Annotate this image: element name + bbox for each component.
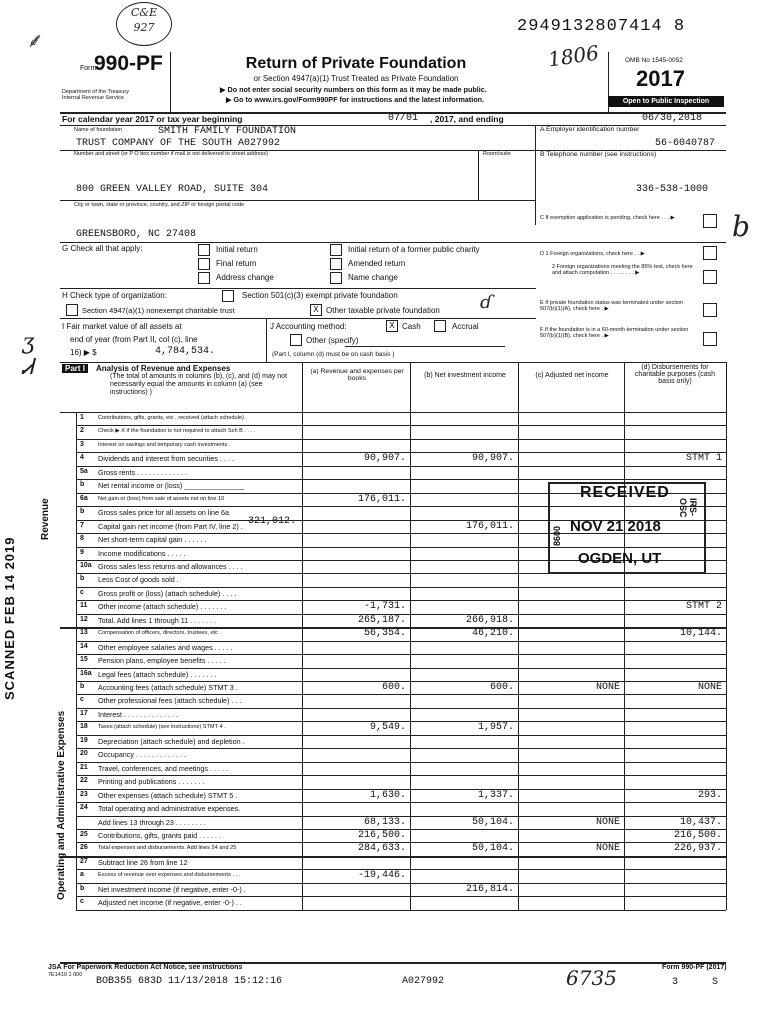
- terminated-status-label: E If private foundation status was terminated under section 507(b)(1)(A), check here . ▶: [540, 300, 684, 312]
- page-number: 3: [672, 977, 679, 988]
- paperwork-notice: JSA For Paperwork Reduction Act Notice, see instructions: [48, 964, 243, 971]
- scanned-stamp: SCANNED FEB 14 2019: [2, 536, 17, 700]
- ein-value[interactable]: 56-6040787: [655, 138, 716, 149]
- fmv-label-3: 16) ▶ $: [70, 348, 97, 357]
- row-label: Net short-term capital gain . . . . . .: [98, 535, 207, 545]
- row-label: Accounting fees (attach schedule) STMT 3 .: [98, 683, 238, 692]
- cell-col-b[interactable]: 1,957.: [477, 722, 514, 734]
- row-label: Add lines 13 through 23 . . . . . . . .: [98, 817, 206, 827]
- former-public-charity-checkbox[interactable]: [330, 244, 342, 256]
- handwritten-6735: 6735: [566, 966, 617, 990]
- row-label: Net gain or (loss) from sale of assets not on line 10: [98, 495, 225, 502]
- row-number: 22: [80, 777, 88, 785]
- 501c3-label: Section 501(c)(3) exempt private foundation: [242, 291, 398, 300]
- cash-checkbox[interactable]: X: [386, 320, 398, 332]
- row-number: c: [80, 898, 84, 906]
- cell-col-a[interactable]: -19,446.: [357, 870, 406, 882]
- row-label: Other expenses (attach schedule) STMT 5 .: [98, 790, 238, 800]
- 60-month-label: F If the foundation is in a 60-month termination under section 507(b)(1)(B), check here . ▶: [540, 327, 689, 339]
- row-label: Other income (attach schedule) . . . . . . .: [98, 602, 227, 612]
- form-title: Return of Private Foundation: [245, 55, 467, 72]
- cell-col-b[interactable]: 600.: [489, 682, 514, 693]
- amended-return-checkbox[interactable]: [330, 258, 342, 270]
- tax-year-end[interactable]: 06/30,2018: [642, 113, 703, 124]
- address-change-checkbox[interactable]: [198, 272, 210, 284]
- handwritten-b: b: [732, 210, 750, 243]
- cell-col-a[interactable]: 90,907.: [363, 453, 406, 465]
- phone-number[interactable]: 336-538-1000: [636, 184, 709, 195]
- row-label: Other employee salaries and wages . . . . .: [98, 642, 233, 652]
- handwritten-margin-mark: ʒ Ꮧ: [22, 330, 35, 380]
- row-number: 27: [80, 857, 88, 865]
- form-label: Form: [80, 65, 97, 72]
- cash-label: Cash: [402, 322, 421, 331]
- cell-col-c[interactable]: NONE: [595, 816, 620, 828]
- cell-col-d[interactable]: NONE: [697, 682, 722, 693]
- 4947-label: Section 4947(a)(1) nonexempt charitable trust: [82, 306, 235, 315]
- batch-line: BOB355 683D 11/13/2018 15:12:16: [96, 976, 283, 987]
- row-number: c: [80, 588, 84, 596]
- tax-year-ending-label: , 2017, and ending: [430, 114, 504, 124]
- row-number: c: [80, 696, 84, 704]
- cell-col-d[interactable]: STMT 1: [685, 453, 722, 465]
- cell-col-a[interactable]: 216,500.: [357, 829, 406, 841]
- page-suffix: S: [712, 977, 719, 988]
- row-number: 1: [80, 414, 84, 421]
- row-label: Less Cost of goods sold .: [98, 575, 179, 585]
- final-return-label: Final return: [216, 259, 257, 268]
- barcode-number: 2949132807414 8: [517, 17, 686, 36]
- row-label: Compensation of officers, directors, trustees, etc .: [98, 630, 222, 637]
- row-label: Printing and publications . . . . . . .: [98, 777, 205, 787]
- accrual-label: Accrual: [452, 322, 479, 331]
- initial-return-label: Initial return: [216, 245, 258, 254]
- row-label: Gross profit or (loss) (attach schedule) . . . .: [98, 588, 237, 598]
- row-number: b: [80, 575, 85, 583]
- row-label: Dividends and interest from securities . . . .: [98, 454, 234, 464]
- fmv-label-2: end of year (from Part II, col (c), line: [70, 335, 198, 344]
- row-number: 14: [80, 642, 88, 650]
- foundation-name-line2[interactable]: TRUST COMPANY OF THE SOUTH A027992: [76, 138, 281, 149]
- terminated-status-checkbox[interactable]: [703, 303, 717, 317]
- cell-col-a[interactable]: 600.: [381, 682, 406, 693]
- other-taxable-label: Other taxable private foundation: [326, 306, 440, 315]
- row-label: Gross sales less returns and allowances . . . .: [98, 561, 243, 571]
- city-state-zip[interactable]: GREENSBORO, NC 27408: [76, 229, 197, 240]
- cell-col-a[interactable]: 56,354.: [363, 628, 406, 640]
- initial-return-checkbox[interactable]: [198, 244, 210, 256]
- cell-col-a[interactable]: -1,731.: [363, 601, 406, 613]
- row-label: Total expenses and disbursements. Add lines 24 and 25: [98, 845, 237, 852]
- row-label: Net rental income or (loss) _______________: [98, 481, 245, 491]
- jsa-code: 7E1410 1 000: [48, 972, 83, 978]
- cell-col-c[interactable]: NONE: [595, 843, 620, 855]
- col-c-header: (c) Adjusted net income: [535, 372, 609, 379]
- row-label: Occupancy . . . . . . . . . . . . .: [98, 750, 186, 760]
- row-number: 21: [80, 763, 88, 771]
- name-of-foundation-label: Name of foundation: [74, 127, 123, 133]
- part1-tag: Part I: [62, 364, 88, 373]
- row-number: 5a: [80, 467, 88, 475]
- row-number: 24: [80, 804, 88, 812]
- row-number: 8: [80, 535, 84, 543]
- department: Department of the Treasury Internal Revenue Service: [62, 89, 129, 101]
- form-subtitle: or Section 4947(a)(1) Trust Treated as Private Foundation: [253, 74, 459, 83]
- row-label: Income modifications . . . . .: [98, 548, 186, 558]
- form-name: 990-PF: [94, 52, 163, 75]
- received-code-right: IRS-OSC: [678, 498, 698, 518]
- row-number: 25: [80, 830, 88, 838]
- cell-col-a[interactable]: 1,630.: [369, 789, 406, 801]
- footer-id: A027992: [402, 976, 445, 987]
- cell-col-b[interactable]: 1,337.: [477, 789, 514, 801]
- col-d-header: (d) Disbursements for charitable purposes (cash basis only): [634, 364, 716, 385]
- row-number: 26: [80, 844, 88, 852]
- part1-title: Analysis of Revenue and Expenses: [96, 364, 231, 373]
- row-number: 17: [80, 709, 88, 717]
- row-number: 15: [80, 656, 88, 664]
- omb-number: OMB No 1545-0052: [625, 57, 683, 64]
- final-return-checkbox[interactable]: [198, 258, 210, 270]
- cell-col-a[interactable]: 284,633.: [357, 843, 406, 855]
- row-number: 19: [80, 736, 88, 744]
- cell-col-a[interactable]: 176,011.: [357, 493, 406, 505]
- 501c3-checkbox[interactable]: [222, 290, 234, 302]
- cell-col-a[interactable]: 68,133.: [363, 816, 406, 828]
- row-label: Pension plans, employee benefits . . . . .: [98, 656, 226, 666]
- row-number: 13: [80, 629, 88, 637]
- revenue-side-label: Revenue: [40, 498, 51, 540]
- street-label: Number and street (or P O box number if mail is not delivered to street address): [74, 151, 269, 157]
- row-label: Interest on savings and temporary cash investments .: [98, 441, 231, 448]
- row-number: 2: [80, 427, 84, 435]
- row-label: Excess of revenue over expenses and disbursements . . .: [98, 872, 241, 879]
- ein-label: A Employer identification number: [540, 126, 640, 133]
- row-number: b: [80, 481, 85, 489]
- org-type-label: H Check type of organization:: [62, 291, 167, 300]
- cell-col-d[interactable]: 293.: [697, 789, 722, 801]
- cell-col-a[interactable]: 265,187.: [357, 614, 406, 626]
- row-label: Gross rents . . . . . . . . . . . . .: [98, 467, 188, 477]
- foundation-name[interactable]: SMITH FAMILY FOUNDATION: [158, 126, 297, 137]
- part1-note: (The total of amounts in columns (b), (c), and (d) may not necessarily equal the amounts in column (a) (see instructions) ): [110, 373, 288, 396]
- name-change-label: Name change: [348, 273, 398, 282]
- row-label: Net investment income (if negative, enter -0-) .: [98, 884, 246, 894]
- row-label: Gross sales price for all assets on line 6a: [98, 508, 230, 518]
- cell-col-d[interactable]: 10,437.: [679, 816, 722, 828]
- received-location: OGDEN, UT: [578, 550, 662, 567]
- form-footer-label: Form 990-PF (2017): [662, 964, 727, 971]
- tax-year: 2017: [636, 66, 685, 91]
- check-all-label: G Check all that apply:: [62, 244, 143, 253]
- row-label: Total. Add lines 1 through 11 . . . . . . .: [98, 615, 217, 625]
- cell-col-c[interactable]: NONE: [595, 682, 620, 693]
- received-code-left: 8600: [552, 525, 562, 546]
- received-stamp: [548, 482, 706, 574]
- former-public-charity-label: Initial return of a former public charity: [348, 245, 480, 254]
- cell-col-b[interactable]: 90,907.: [471, 453, 514, 465]
- row-label: Legal fees (attach schedule) . . . . . . .: [98, 669, 217, 679]
- instructions-notice: ▶ Go to www.irs.gov/Form990PF for instructions and the latest information.: [226, 95, 485, 104]
- row-label: Contributions, gifts, grants, etc , received (attach schedule) .: [98, 415, 247, 421]
- row-number: 10a: [80, 561, 92, 569]
- phone-label: B Telephone number (see instructions): [540, 151, 657, 158]
- cell-col-a[interactable]: 9,549.: [369, 722, 406, 734]
- row-label: Subtract line 26 from line 12: [98, 857, 188, 867]
- scribble-mark: ⸙: [26, 28, 41, 52]
- row-number: 11: [80, 602, 88, 610]
- city-label: City or town, state or province, country, and ZIP or foreign postal code: [74, 202, 245, 208]
- row-label: Total operating and administrative expenses.: [98, 804, 241, 814]
- foreign-85-label: 2 Foreign organizations meeting the 85% test, check here and attach computation . . . . . . . . ▶: [552, 264, 693, 276]
- row-number: 20: [80, 750, 88, 758]
- other-taxable-checkbox[interactable]: X: [310, 304, 322, 316]
- name-change-checkbox[interactable]: [330, 272, 342, 284]
- row-label: Depreciation (attach schedule) and depletion .: [98, 736, 245, 746]
- foreign-org-label: D 1 Foreign organizations, check here . . ▶: [540, 251, 645, 257]
- ssn-notice: ▶ Do not enter social security numbers on this form as it may be made public.: [220, 85, 487, 94]
- circle-stamp: C&E 927: [116, 2, 172, 46]
- received-date: NOV 21 2018: [570, 518, 661, 535]
- row-number: b: [80, 683, 85, 690]
- amended-return-label: Amended return: [348, 259, 406, 268]
- exemption-pending-checkbox[interactable]: [703, 214, 717, 228]
- cell-col-b[interactable]: 176,011.: [465, 520, 514, 532]
- row-number: 12: [80, 615, 88, 623]
- row-label: Taxes (attach schedule) (see instructions) STMT 4 .: [98, 724, 226, 731]
- gross-sales-value[interactable]: 321,012.: [247, 516, 296, 527]
- handwritten-initials: ɗ: [480, 292, 493, 313]
- row-number: a: [80, 871, 84, 879]
- cell-col-b[interactable]: 50,104.: [471, 843, 514, 855]
- cell-col-b[interactable]: 50,104.: [471, 816, 514, 828]
- col-b-header: (b) Net investment income: [424, 372, 506, 379]
- row-number: b: [80, 884, 85, 892]
- street-address[interactable]: 800 GREEN VALLEY ROAD, SUITE 304: [76, 184, 269, 195]
- address-change-label: Address change: [216, 273, 274, 282]
- row-label: Interest . . . . . . . . . . . . . .: [98, 709, 178, 719]
- row-number: 23: [80, 790, 88, 798]
- row-number: 18: [80, 723, 88, 731]
- 4947-checkbox[interactable]: [66, 304, 78, 316]
- cell-col-d[interactable]: 216,500.: [673, 829, 722, 841]
- foreign-org-checkbox[interactable]: [703, 246, 717, 260]
- fmv-label-1: I Fair market value of all assets at: [62, 322, 182, 331]
- cash-basis-note: (Part I, column (d) must be on cash basis ): [272, 351, 395, 358]
- received-text: RECEIVED: [580, 484, 670, 501]
- 60-month-checkbox[interactable]: [703, 332, 717, 346]
- cell-col-d[interactable]: 10,144.: [679, 628, 722, 640]
- open-to-public-badge: Open to Public Inspection: [608, 96, 724, 107]
- exemption-pending-label: C If exemption application is pending, check here . . . ▶: [540, 215, 675, 221]
- row-label: Check ▶ X if the foundation is not required to attach Sch B . . . .: [98, 428, 256, 435]
- foreign-85-checkbox[interactable]: [703, 270, 717, 284]
- cell-col-b[interactable]: 46,210.: [471, 628, 514, 640]
- row-label: Adjusted net income (if negative, enter -0-) . .: [98, 898, 242, 908]
- row-number: 4: [80, 454, 84, 462]
- cell-col-d[interactable]: STMT 2: [685, 601, 722, 613]
- row-number: b: [80, 508, 85, 516]
- row-label: Travel, conferences, and meetings . . . . .: [98, 763, 228, 773]
- row-number: 7: [80, 521, 84, 529]
- accounting-method-label: J Accounting method:: [270, 322, 347, 331]
- row-number: 6a: [80, 494, 88, 502]
- row-number: 9: [80, 548, 84, 556]
- expenses-side-label: Operating and Administrative Expenses: [56, 710, 67, 900]
- row-label: Capital gain net income (from Part IV, line 2) .: [98, 521, 243, 531]
- tax-year-begin[interactable]: 07/01: [388, 113, 419, 124]
- row-label: Contributions, gifts, grants paid . . . . . .: [98, 830, 222, 840]
- cell-col-b[interactable]: 266,918.: [465, 614, 514, 626]
- handwritten-1806: 1806: [546, 40, 601, 72]
- col-a-header: (a) Revenue and expenses per books: [310, 368, 404, 382]
- row-number: 16a: [80, 669, 92, 677]
- other-method-checkbox[interactable]: [290, 334, 302, 346]
- fmv-value[interactable]: 4,784,534.: [155, 346, 216, 357]
- room-suite-label: Room/suite: [483, 151, 511, 157]
- cell-col-b[interactable]: 216,814.: [465, 883, 514, 895]
- calendar-year-label: For calendar year 2017 or tax year beginning: [62, 114, 243, 124]
- row-label: Other professional fees (attach schedule) . . .: [98, 696, 242, 706]
- cell-col-d[interactable]: 226,937.: [673, 843, 722, 855]
- other-method-label: Other (specify): [306, 336, 359, 345]
- row-number: 3: [80, 440, 84, 448]
- accrual-checkbox[interactable]: [434, 320, 446, 332]
